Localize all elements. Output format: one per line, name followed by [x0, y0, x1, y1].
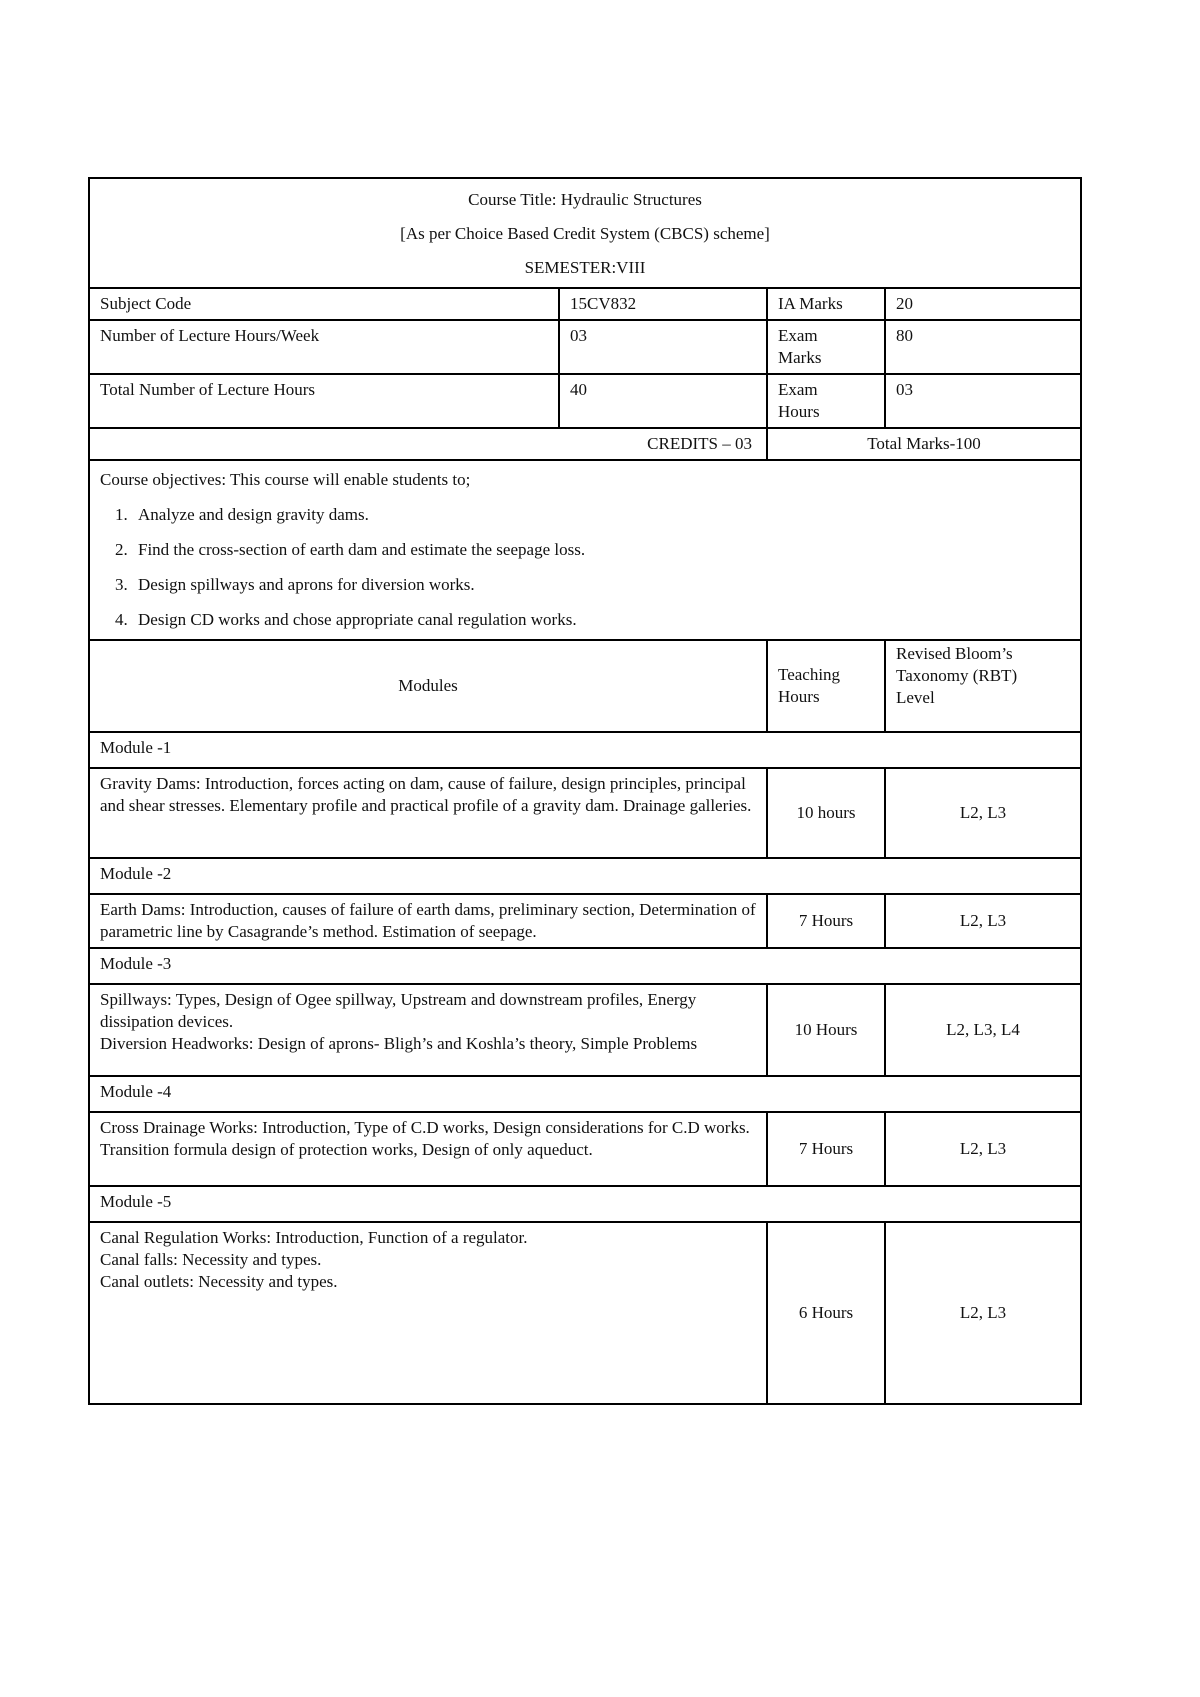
- rbt-header-level: Level: [896, 688, 935, 707]
- exam-hours-label-line-2: Hours: [778, 402, 820, 421]
- teaching-header-line-1: Teaching: [778, 665, 841, 684]
- subject-code-label: Subject Code: [89, 288, 559, 320]
- module-title-row: [89, 858, 1081, 894]
- module-content-row: [89, 894, 1081, 948]
- exam-marks-value: 80: [885, 320, 1081, 374]
- exam-marks-label: [767, 320, 885, 374]
- teaching-header-line-2: Hours: [778, 687, 820, 706]
- module-title-row: [89, 948, 1081, 984]
- module-hours: 7 Hours: [767, 894, 885, 948]
- module-title: Module -3: [89, 948, 1081, 984]
- module-content-line: Diversion Headworks: Design of aprons- Bligh’s and Koshla’s theory, Simple Problems: [100, 1034, 698, 1053]
- rbt-header: [885, 640, 1081, 732]
- objective-item: 2. Find the cross-section of earth dam and estimate the seepage loss.: [132, 539, 1070, 561]
- objectives-row: [89, 460, 1081, 640]
- rbt-header-rbt: (RBT): [972, 666, 1018, 685]
- rbt-header-revised: Revised: [896, 644, 951, 663]
- module-content: [89, 984, 767, 1076]
- module-hours: 10 Hours: [767, 984, 885, 1076]
- module-content: [89, 894, 767, 948]
- total-marks-cell: Total Marks-100: [767, 428, 1081, 460]
- module-content-line: Gravity Dams: Introduction, forces acting on dam, cause of failure, design principles, principal and shear stresses. Elementary profile and practical profile of a gravity dam. Drainage galleries.: [100, 774, 752, 815]
- ia-marks-value: 20: [885, 288, 1081, 320]
- scheme-text: [As per Choice Based Credit System (CBCS) scheme]: [400, 224, 770, 243]
- module-hours: 10 hours: [767, 768, 885, 858]
- module-title: Module -1: [89, 732, 1081, 768]
- rbt-header-line-1: [896, 643, 1070, 665]
- module-rbt: L2, L3: [885, 894, 1081, 948]
- module-title: Module -2: [89, 858, 1081, 894]
- exam-hours-value: 03: [885, 374, 1081, 428]
- subject-code-value: 15CV832: [559, 288, 767, 320]
- module-content-line: Cross Drainage Works: Introduction, Type of C.D works, Design considerations for C.D works. Transition formula design of protection works, Design of only aqueduct.: [100, 1118, 750, 1159]
- module-content-line: Earth Dams: Introduction, causes of failure of earth dams, preliminary section, Determination of parametric line by Casagrande’s method. Estimation of seepage.: [100, 900, 756, 941]
- objectives-intro: Course objectives: This course will enable students to;: [100, 470, 471, 489]
- module-content: [89, 1222, 767, 1404]
- exam-hours-label: [767, 374, 885, 428]
- credits-cell: CREDITS – 03: [89, 428, 767, 460]
- objective-item: 3. Design spillways and aprons for diversion works.: [132, 574, 1070, 596]
- exam-hours-label-line-1: Exam: [778, 380, 818, 399]
- course-title: Course Title: Hydraulic Structures: [468, 190, 702, 209]
- module-content: [89, 1112, 767, 1186]
- lecture-hours-week-label: Number of Lecture Hours/Week: [89, 320, 559, 374]
- ia-marks-label: IA Marks: [767, 288, 885, 320]
- syllabus-table: [88, 177, 1082, 1405]
- credits-row: [89, 428, 1081, 460]
- module-content-line: Canal Regulation Works: Introduction, Function of a regulator.: [100, 1228, 528, 1247]
- teaching-hours-header: [767, 640, 885, 732]
- module-content-row: [89, 768, 1081, 858]
- modules-header-row: [89, 640, 1081, 732]
- rbt-header-line-2: [896, 665, 1070, 687]
- rbt-header-taxonomy: Taxonomy: [896, 666, 969, 685]
- module-hours: 6 Hours: [767, 1222, 885, 1404]
- module-title-row: [89, 1186, 1081, 1222]
- rbt-header-blooms: Bloom’s: [955, 644, 1013, 663]
- info-row-total-lecture-hours: [89, 374, 1081, 428]
- objectives-list: [100, 504, 1070, 631]
- module-hours: 7 Hours: [767, 1112, 885, 1186]
- exam-marks-label-line-1: Exam: [778, 326, 818, 345]
- semester-text: SEMESTER:VIII: [524, 258, 646, 277]
- module-content-line: Canal outlets: Necessity and types.: [100, 1272, 338, 1291]
- objectives-cell: [89, 460, 1081, 640]
- module-title-row: [89, 1076, 1081, 1112]
- module-content-row: [89, 1222, 1081, 1404]
- objective-item: 4. Design CD works and chose appropriate canal regulation works.: [132, 609, 1070, 631]
- module-content-row: [89, 984, 1081, 1076]
- lecture-hours-week-value: 03: [559, 320, 767, 374]
- module-title: Module -5: [89, 1186, 1081, 1222]
- objective-item: 1. Analyze and design gravity dams.: [132, 504, 1070, 526]
- total-lecture-hours-label: Total Number of Lecture Hours: [89, 374, 559, 428]
- exam-marks-label-line-2: Marks: [778, 348, 822, 367]
- module-title: Module -4: [89, 1076, 1081, 1112]
- modules-header: Modules: [89, 640, 767, 732]
- info-row-lecture-hours-week: [89, 320, 1081, 374]
- module-rbt: L2, L3: [885, 768, 1081, 858]
- module-rbt: L2, L3, L4: [885, 984, 1081, 1076]
- module-content-line: Spillways: Types, Design of Ogee spillway, Upstream and downstream profiles, Energy dissipation devices.: [100, 990, 697, 1031]
- module-rbt: L2, L3: [885, 1222, 1081, 1404]
- module-content-row: [89, 1112, 1081, 1186]
- module-rbt: L2, L3: [885, 1112, 1081, 1186]
- module-content-line: Canal falls: Necessity and types.: [100, 1250, 322, 1269]
- module-content: [89, 768, 767, 858]
- title-row: [89, 178, 1081, 288]
- title-cell: [89, 178, 1081, 288]
- total-lecture-hours-value: 40: [559, 374, 767, 428]
- info-row-subject-code: [89, 288, 1081, 320]
- module-title-row: [89, 732, 1081, 768]
